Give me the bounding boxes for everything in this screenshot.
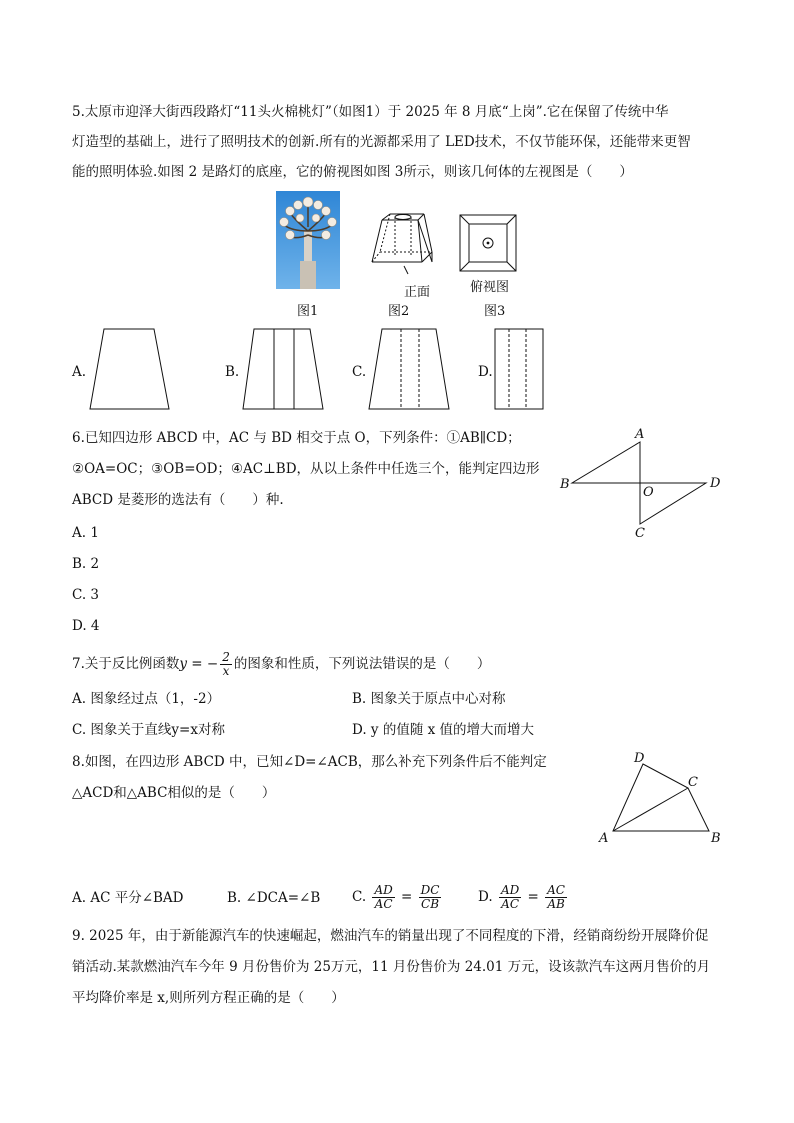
q5-line-3: 能的照明体验.如图 2 是路灯的底座，它的俯视图如图 3所示，则该几何体的左视图是（ ） <box>72 164 633 180</box>
q8-d-num-1: AD <box>500 883 520 897</box>
q5-option-a-figure[interactable] <box>88 328 172 412</box>
q8-option-b[interactable]: B. ∠DCA=∠B <box>227 890 321 906</box>
q8-c-den-2: CB <box>421 897 440 911</box>
q8-option-c-frac-1 <box>372 884 394 911</box>
q5-option-b-figure[interactable] <box>242 328 326 412</box>
fig1-caption: 图1 <box>297 304 319 319</box>
q8-option-d-label: D. <box>478 889 493 905</box>
q5-line-1: 5.太原市迎泽大街西段路灯“11头火棉桃灯”（如图1）于 2025 年 8 月底“上岗”.它在保留了传统中华 <box>72 104 669 120</box>
q7-fraction <box>220 651 232 678</box>
q8-point-a: A <box>599 831 609 846</box>
q8-line-1: 8.如图，在四边形 ABCD 中，已知∠D=∠ACB，那么补充下列条件后不能判定 <box>72 754 547 770</box>
q6-line-2: ②OA=OC；③OB=OD；④AC⊥BD，从以上条件中任选三个，能判定四边形 <box>72 461 540 477</box>
q6-option-b[interactable]: B. 2 <box>72 556 100 572</box>
q6-point-b: B <box>560 477 570 492</box>
q8-option-c[interactable] <box>352 880 443 914</box>
q8-c-num-1: AD <box>374 883 393 897</box>
q7-option-a[interactable]: A. 图象经过点（1，-2） <box>72 691 221 707</box>
q7-suffix: 的图象和性质，下列说法错误的是（ ） <box>233 656 491 672</box>
q8-c-eq: = <box>401 889 413 905</box>
q7-func-lhs: y = − <box>179 656 219 672</box>
q7-option-d[interactable]: D. y 的值随 x 值的增大而增大 <box>352 722 535 738</box>
figure-3-top-view <box>459 214 517 272</box>
figure-2-solid <box>368 212 440 278</box>
q8-quadrilateral-figure <box>596 752 726 848</box>
q6-point-c: C <box>635 526 645 541</box>
q8-d-num-2: AC <box>547 883 565 897</box>
q6-point-d: D <box>710 476 721 491</box>
q8-option-a[interactable]: A. AC 平分∠BAD <box>72 890 184 906</box>
q7-option-c[interactable]: C. 图象关于直线y=x对称 <box>72 722 225 738</box>
front-label: 正面 <box>404 285 431 300</box>
q6-rhombus-figure <box>556 428 726 540</box>
q8-option-c-label: C. <box>352 889 367 905</box>
q6-point-o: O <box>643 485 654 500</box>
q8-c-num-2: DC <box>420 883 440 897</box>
q6-point-a: A <box>635 427 645 442</box>
q5-option-d-label[interactable]: D. <box>478 364 493 380</box>
q8-line-2: △ACD和△ABC相似的是（ ） <box>72 785 276 801</box>
q8-d-den-1: AC <box>501 897 520 911</box>
q9-line-3: 平均降价率是 x,则所列方程正确的是（ ） <box>72 990 345 1006</box>
q7-stem <box>72 651 490 678</box>
street-lamp-photo <box>276 191 340 289</box>
q8-option-d[interactable] <box>478 880 569 914</box>
q5-line-2: 灯造型的基础上，进行了照明技术的创新.所有的光源都采用了 LED技术，不仅节能环保，还能带来更智 <box>72 134 691 150</box>
q9-line-2: 销活动.某款燃油汽车今年 9 月份售价为 25万元，11 月份售价为 24.01 万元，设该款汽车这两月售价的月 <box>72 959 711 975</box>
q7-frac-num: 2 <box>222 650 230 664</box>
q6-option-c[interactable]: C. 3 <box>72 587 100 603</box>
q8-d-eq: = <box>527 889 539 905</box>
q8-point-c: C <box>688 775 698 790</box>
q7-frac-den: x <box>222 664 230 678</box>
q8-c-den-1: AC <box>374 897 393 911</box>
q7-prefix: 7.关于反比例函数 <box>72 656 180 672</box>
q9-line-1: 9. 2025 年，由于新能源汽车的快速崛起，燃油汽车的销量出现了不同程度的下滑，经销商纷纷开展降价促 <box>72 928 709 944</box>
q8-point-d: D <box>634 751 645 766</box>
q8-point-b: B <box>711 831 721 846</box>
fig3-caption: 图3 <box>484 304 506 319</box>
q5-option-c-label[interactable]: C. <box>352 364 367 380</box>
q5-option-b-label[interactable]: B. <box>225 364 240 380</box>
q5-option-d-figure[interactable] <box>494 328 546 412</box>
q5-option-a-label[interactable]: A. <box>72 364 87 380</box>
q6-line-3: ABCD 是菱形的选法有（ ）种. <box>72 492 284 508</box>
q8-option-d-frac-1 <box>499 884 521 911</box>
q8-option-c-frac-2 <box>419 884 442 911</box>
top-view-label: 俯视图 <box>470 280 510 295</box>
q7-option-b[interactable]: B. 图象关于原点中心对称 <box>352 691 506 707</box>
q8-option-d-frac-2 <box>545 884 567 911</box>
q5-option-c-figure[interactable] <box>368 328 452 412</box>
q8-d-den-2: AB <box>547 897 565 911</box>
fig2-caption: 图2 <box>388 304 410 319</box>
q6-option-a[interactable]: A. 1 <box>72 525 99 541</box>
q6-line-1: 6.已知四边形 ABCD 中，AC 与 BD 相交于点 O，下列条件：①AB∥CD； <box>72 430 521 446</box>
q6-option-d[interactable]: D. 4 <box>72 618 100 634</box>
